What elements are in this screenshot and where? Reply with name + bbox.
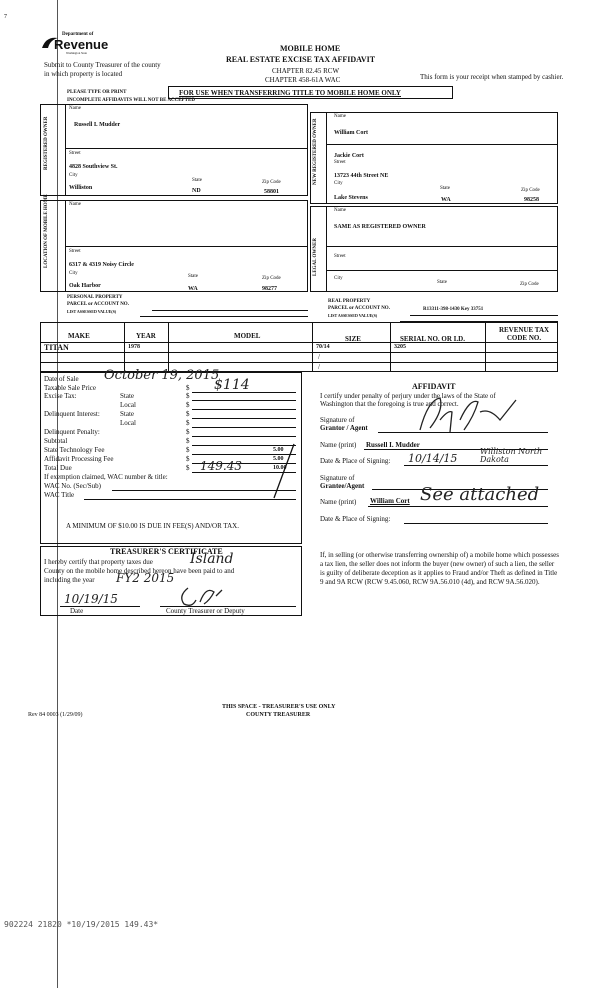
wac-no-line <box>112 490 296 491</box>
ro-street-label: Street <box>69 151 81 156</box>
ro-city-label: City <box>69 173 78 178</box>
registered-owner-label: REGISTERED OWNER <box>44 116 49 170</box>
new-owner-label: NEW REGISTERED OWNER <box>313 118 318 185</box>
no-line1 <box>326 144 558 145</box>
lo-state-label: State <box>437 280 447 285</box>
ro-city[interactable]: Williston <box>69 185 93 191</box>
no-name1[interactable]: William Cort <box>334 130 369 136</box>
lo-line2 <box>326 270 558 271</box>
no-name-label: Name <box>334 114 346 119</box>
logo-word: Revenue <box>54 37 109 52</box>
affidavit-title: AFFIDAVIT <box>412 382 456 391</box>
form-subtitle: REAL ESTATE EXCISE TAX AFFIDAVIT <box>226 55 376 64</box>
personal-parcel-line <box>152 310 308 311</box>
vehicle-header-rule <box>40 342 558 343</box>
logo-dept: Department of <box>62 32 94 37</box>
real-parcel-line <box>410 315 558 316</box>
excise-local-line <box>192 409 296 410</box>
real-parcel-label: PARCEL or ACCOUNT NO. <box>328 306 390 311</box>
vehicle-col5 <box>485 322 486 372</box>
no-street-label: Street <box>334 160 346 165</box>
treasurer-year[interactable]: FY2 2015 <box>116 571 175 585</box>
grantor-sig-label1: Signature of <box>320 416 355 424</box>
dp-line <box>192 436 296 437</box>
revision-label: Rev 84 0003 (1/29/09) <box>28 712 83 718</box>
date-of-sale-label: Date of Sale <box>44 375 79 383</box>
no-city-label: City <box>334 181 343 186</box>
loc-state-label: State <box>188 274 198 279</box>
loc-zip-label: Zip Code <box>262 276 281 281</box>
please-type: PLEASE TYPE OR PRINT <box>67 90 127 95</box>
treasurer-date[interactable]: 10/19/15 <box>64 592 118 606</box>
subtotal-label: Subtotal <box>44 437 68 445</box>
ro-name[interactable]: Russell I. Mudder <box>74 122 121 128</box>
total-due-dollar: $ <box>186 464 190 472</box>
di-state-line <box>192 418 296 419</box>
grantee-sig-label1: Signature of <box>320 474 355 482</box>
vehicle-col2 <box>168 322 169 372</box>
personal-list-line <box>140 316 308 317</box>
no-zip[interactable]: 98258 <box>524 197 539 203</box>
di-local-label: Local <box>120 419 136 427</box>
taxable-value[interactable]: $114 <box>214 377 250 393</box>
treasurer-line3: including the year <box>44 576 95 584</box>
affidavit-fee-value[interactable]: 5.00 <box>273 456 284 462</box>
treasurer-date-label: Date <box>70 607 84 615</box>
excise-state-line <box>192 400 296 401</box>
excise-label: Excise Tax: <box>44 392 77 400</box>
see-attached-note: See attached <box>420 484 540 505</box>
serial-header: SERIAL NO. OR I.D. <box>400 335 465 343</box>
grantor-sig-line <box>378 432 548 433</box>
treasurer-county[interactable]: Island <box>190 551 234 567</box>
treasurer-line2: County on the mobile home described hereon have been paid to and <box>44 567 235 575</box>
wac-no-label: WAC No. (Sec/Sub) <box>44 482 101 490</box>
loc-city-label: City <box>69 271 78 276</box>
grantor-date-label: Date & Place of Signing: <box>320 457 391 465</box>
make-value[interactable]: TITAN <box>44 343 69 352</box>
affidavit-certify2: Washington that the foregoing is true and correct. <box>320 400 459 408</box>
revenue-header: REVENUE TAX CODE NO. <box>498 326 550 342</box>
make-header: MAKE <box>68 332 90 340</box>
grantor-place-value[interactable]: Williston North Dakota <box>480 447 543 464</box>
lo-city-label: City <box>334 276 343 281</box>
grantor-sig-label2: Grantor / Agent <box>320 424 368 432</box>
form-title: MOBILE HOME <box>280 44 341 53</box>
loc-city[interactable]: Oak Harbor <box>69 283 101 289</box>
slash2: / <box>318 363 320 371</box>
lo-line1 <box>326 246 558 247</box>
grantor-date-value[interactable]: 10/14/15 <box>408 452 458 465</box>
chapter-rcw: CHAPTER 82.45 RCW <box>272 67 340 75</box>
affidavit-fee-dollar: $ <box>186 455 190 463</box>
cashier-stamp: 902224 21820 *10/19/2015 149.43* <box>4 920 159 929</box>
grantor-name-value[interactable]: Russell I. Mudder <box>366 441 420 449</box>
new-owner-divider <box>326 112 327 204</box>
grantor-date-line <box>404 465 548 466</box>
total-due-value[interactable]: 10.00 <box>273 465 287 471</box>
ro-zip[interactable]: 58801 <box>264 189 279 195</box>
real-parcel-value[interactable]: R13311-398-1430 Key 33751 <box>423 307 484 312</box>
personal-property-label: PERSONAL PROPERTY <box>67 295 123 300</box>
logo-state: Washington State <box>66 51 88 55</box>
vehicle-col4 <box>390 322 391 372</box>
vehicle-col1 <box>124 322 125 372</box>
total-due-hand[interactable]: 149.43 <box>200 459 242 473</box>
banner-box <box>168 86 453 99</box>
loc-street[interactable]: 6317 & 4319 Noisy Circle <box>69 262 134 268</box>
treasurer-sig-label: County Treasurer or Deputy <box>166 607 245 615</box>
legal-owner-label: LEGAL OWNER <box>313 238 318 276</box>
lo-name[interactable]: SAME AS REGISTERED OWNER <box>334 224 426 230</box>
dp-dollar: $ <box>186 428 190 436</box>
taxable-label: Taxable Sale Price <box>44 384 96 392</box>
county-treasurer-label: COUNTY TREASURER <box>246 712 311 718</box>
ro-zip-label: Zip Code <box>262 180 281 185</box>
no-street[interactable]: 13723 44th Street NE <box>334 173 389 179</box>
excise-state-label: State <box>120 392 134 400</box>
personal-list-label: LIST ASSESSED VALUE(S) <box>67 309 117 314</box>
subtotal-dollar: $ <box>186 437 190 445</box>
grantee-sig-label2: Grantee/Agent <box>320 482 365 490</box>
year-value[interactable]: 1978 <box>128 344 140 350</box>
incomplete-note: INCOMPLETE AFFIDAVITS WILL NOT BE ACCEPTED <box>67 98 195 103</box>
loc-zip[interactable]: 98277 <box>262 286 277 292</box>
submit-line1: Submit to County Treasurer of the county <box>44 61 161 69</box>
loc-line1 <box>65 246 308 247</box>
treasurer-space-label: THIS SPACE - TREASURER'S USE ONLY <box>222 704 336 710</box>
delinquent-penalty-label: Delinquent Penalty: <box>44 428 100 436</box>
di-local-line <box>192 427 296 428</box>
di-state-label: State <box>120 410 134 418</box>
size-header: SIZE <box>345 335 361 343</box>
receipt-note: This form is your receipt when stamped by cashier. <box>420 73 564 81</box>
di-local-dollar: $ <box>186 419 190 427</box>
grantee-date-label: Date & Place of Signing: <box>320 515 391 523</box>
vehicle-table <box>40 322 558 372</box>
di-state-dollar: $ <box>186 410 190 418</box>
revenue-logo <box>40 32 109 58</box>
grantor-name-label: Name (print) <box>320 441 357 449</box>
excise-local-label: Local <box>120 401 136 409</box>
size-value[interactable]: 70/14 <box>316 344 330 350</box>
lo-name-label: Name <box>334 208 346 213</box>
lo-street-label: Street <box>334 254 346 259</box>
ro-name-label: Name <box>69 106 81 111</box>
state-tech-label: State Technology Fee <box>44 446 105 454</box>
grantee-name-line <box>368 506 548 507</box>
exemption-label: If exemption claimed, WAC number & title: <box>44 473 168 481</box>
loc-name-label: Name <box>69 202 81 207</box>
loc-street-label: Street <box>69 249 81 254</box>
vehicle-row-rule1 <box>40 352 558 353</box>
ro-state[interactable]: ND <box>192 188 201 194</box>
grantee-name-value[interactable]: William Cort <box>370 497 410 505</box>
lien-notice: If, in selling (or otherwise transferring ownership of) a mobile home which possesses a tax lien, the seller does not inform the buyer (new owner) of such a lien, the seller is guilty of deliberate deception as it applies to Fraud and/or Theft as defined in Title 9 and 9A RCW (RCW 9.45.060, RCW 9A.56.010 (4d), and RCW 9A.56.020). <box>320 551 559 586</box>
personal-parcel-label: PARCEL or ACCOUNT NO. <box>67 302 129 307</box>
corner-mark: 7 <box>4 14 7 20</box>
legal-owner-box <box>310 206 558 292</box>
affidavit-certify: I certify under penalty of perjury under the laws of the State of <box>320 392 496 400</box>
banner-text: FOR USE WHEN TRANSFERRING TITLE TO MOBILE HOME ONLY <box>179 89 401 97</box>
loc-state[interactable]: WA <box>188 286 198 292</box>
vehicle-row-rule2 <box>40 362 558 363</box>
taxable-line <box>192 392 296 393</box>
lo-zip-label: Zip Code <box>520 282 539 287</box>
model-header: MODEL <box>234 332 261 340</box>
grantee-date-line <box>404 523 548 524</box>
wac-title-label: WAC Title <box>44 491 75 499</box>
affidavit-fee-label: Affidavit Processing Fee <box>44 455 114 463</box>
grantee-name-label: Name (print) <box>320 498 357 506</box>
excise-local-dollar: $ <box>186 401 190 409</box>
taxable-dollar: $ <box>186 384 190 392</box>
ro-street[interactable]: 4828 Southview St. <box>69 164 118 170</box>
ro-line1 <box>65 148 308 149</box>
fee-slash-mark <box>268 442 298 502</box>
no-zip-label: Zip Code <box>521 188 540 193</box>
real-list-label: LIST ASSESSED VALUE(S) <box>328 313 378 318</box>
real-property-label: REAL PROPERTY <box>328 299 371 304</box>
minimum-note: A MINIMUM OF $10.00 IS DUE IN FEE(S) AND/OR TAX. <box>66 522 239 530</box>
serial-value[interactable]: 3205 <box>394 344 406 350</box>
state-tech-value[interactable]: 5.00 <box>273 447 284 453</box>
no-name2[interactable]: Jackie Cort <box>334 153 364 159</box>
registered-owner-divider <box>65 104 66 196</box>
total-due-label: Total Due <box>44 464 72 472</box>
ro-state-label: State <box>192 178 202 183</box>
no-state[interactable]: WA <box>441 197 451 203</box>
no-state-label: State <box>440 186 450 191</box>
excise-state-dollar: $ <box>186 392 190 400</box>
wac-title-line <box>84 499 296 500</box>
chapter-wac: CHAPTER 458-61A WAC <box>265 76 341 84</box>
treasurer-line1: I hereby certify that property taxes due <box>44 558 153 566</box>
delinquent-interest-label: Delinquent Interest: <box>44 410 100 418</box>
no-city[interactable]: Lake Stevens <box>334 195 368 201</box>
state-tech-dollar: $ <box>186 446 190 454</box>
year-header: YEAR <box>136 332 156 340</box>
date-of-sale-value[interactable]: October 19, 2015 <box>104 368 220 383</box>
treasurer-title: TREASURER'S CERTIFICATE <box>110 547 223 556</box>
slash1: / <box>318 353 320 361</box>
legal-owner-divider <box>326 206 327 292</box>
location-label: LOCATION OF MOBILE HOME <box>44 194 49 268</box>
submit-line2: in which property is located <box>44 70 123 78</box>
vehicle-col3 <box>312 322 313 372</box>
